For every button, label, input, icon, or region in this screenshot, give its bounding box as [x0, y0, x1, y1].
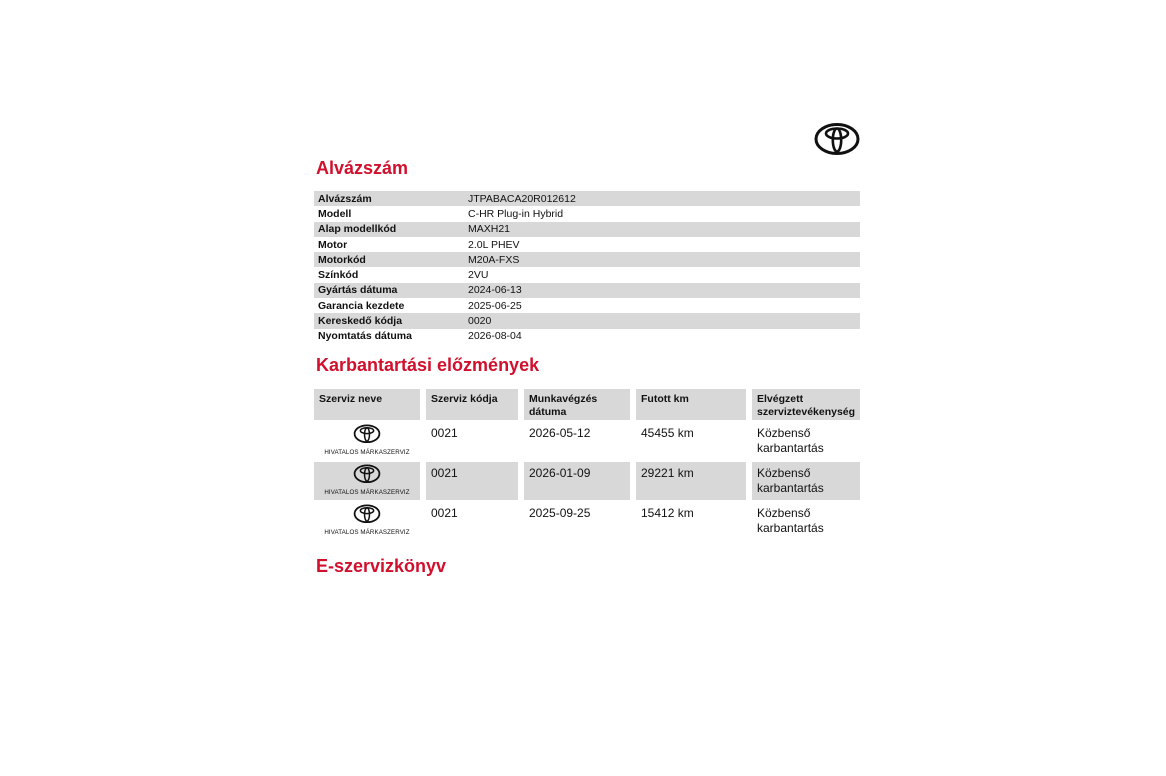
service-code-cell: 0021	[431, 506, 458, 520]
vehicle-info-label: Alap modellkód	[318, 223, 397, 236]
work-date-cell: 2026-01-09	[524, 462, 630, 500]
vehicle-info-row	[314, 222, 860, 237]
vehicle-info-value: M20A-FXS	[468, 253, 520, 266]
vehicle-info-label: Gyártás dátuma	[318, 284, 398, 297]
header-service-name: Szerviz neve	[314, 389, 420, 420]
vehicle-info-row	[314, 313, 860, 328]
vehicle-info-label: Nyomtatás dátuma	[318, 330, 412, 343]
vehicle-info-table	[314, 191, 860, 344]
mileage-cell: 15412 km	[641, 506, 694, 520]
vehicle-info-label: Alvázszám	[318, 192, 372, 205]
vehicle-info-row	[314, 206, 860, 221]
toyota-logo-icon	[814, 122, 860, 156]
vehicle-info-value: 0020	[468, 315, 492, 328]
vehicle-info-label: Kereskedő kódja	[318, 315, 403, 328]
vehicle-info-row	[314, 267, 860, 282]
service-name-cell	[314, 462, 420, 500]
vehicle-info-value: 2025-06-25	[468, 299, 522, 312]
table-row	[314, 462, 860, 500]
header-mileage: Futott km	[636, 389, 746, 420]
vehicle-info-label: Motor	[318, 238, 348, 251]
service-name-text: HIVATALOS MÁRKASZERVIZ	[324, 488, 410, 496]
vehicle-info-value: JTPABACA20R012612	[468, 192, 576, 205]
vehicle-info-value: 2026-08-04	[468, 330, 522, 343]
activity-cell: Közbenső karbantartás	[757, 506, 824, 535]
vehicle-info-row	[314, 191, 860, 206]
vehicle-info-row	[314, 329, 860, 344]
service-name-cell	[314, 422, 420, 460]
vehicle-info-value: 2024-06-13	[468, 284, 522, 297]
header-activity: Elvégzett szerviztevékenység	[752, 389, 860, 420]
toyota-service-badge-icon	[351, 504, 383, 524]
vehicle-info-row	[314, 252, 860, 267]
activity-cell: Közbenső karbantartás	[757, 426, 824, 455]
vehicle-info-value: C-HR Plug-in Hybrid	[468, 207, 564, 220]
toyota-service-badge-icon	[351, 464, 383, 484]
section-title-vin: Alvázszám	[316, 158, 409, 178]
vehicle-info-label: Modell	[318, 207, 352, 220]
service-code-cell: 0021	[431, 426, 458, 440]
work-date-cell: 2026-05-12	[529, 426, 591, 440]
vehicle-info-value: 2.0L PHEV	[468, 238, 520, 251]
vehicle-info-label: Garancia kezdete	[318, 299, 405, 312]
service-name-cell	[314, 502, 420, 540]
table-row	[314, 502, 860, 540]
activity-cell: Közbenső karbantartás	[752, 462, 860, 500]
toyota-service-badge-icon	[351, 424, 383, 444]
vehicle-info-value: 2VU	[468, 269, 489, 282]
vehicle-info-row	[314, 237, 860, 252]
table-header-row	[314, 389, 860, 420]
vehicle-info-label: Motorkód	[318, 253, 366, 266]
service-name-text: HIVATALOS MÁRKASZERVIZ	[324, 528, 410, 536]
header-work-date: Munkavégzés dátuma	[524, 389, 630, 420]
work-date-cell: 2025-09-25	[529, 506, 591, 520]
vehicle-info-label: Színkód	[318, 269, 359, 282]
vehicle-info-row	[314, 283, 860, 298]
section-title-e-service-book: E-szervizkönyv	[316, 556, 447, 576]
section-title-history: Karbantartási előzmények	[316, 355, 540, 375]
table-row	[314, 422, 860, 460]
service-name-text: HIVATALOS MÁRKASZERVIZ	[324, 448, 410, 456]
vehicle-info-row	[314, 298, 860, 313]
mileage-cell: 29221 km	[636, 462, 746, 500]
mileage-cell: 45455 km	[641, 426, 694, 440]
vehicle-info-value: MAXH21	[468, 223, 511, 236]
service-history-table	[314, 389, 860, 540]
header-service-code: Szerviz kódja	[426, 389, 518, 420]
service-code-cell: 0021	[426, 462, 518, 500]
